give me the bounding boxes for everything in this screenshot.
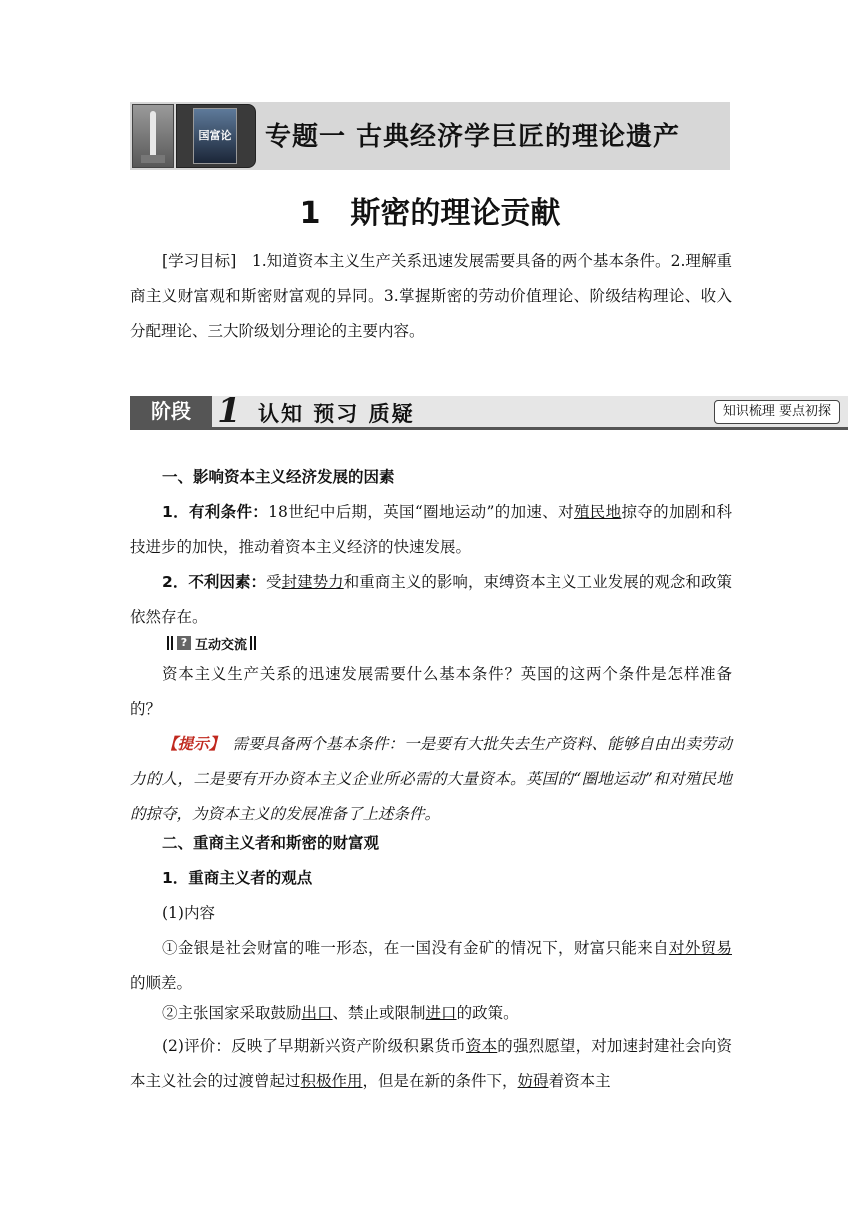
section1-heading: 一、影响资本主义经济发展的因素: [162, 468, 395, 486]
section2-heading: 二、重商主义者和斯密的财富观: [162, 834, 380, 852]
learning-objectives: [130, 244, 732, 349]
interaction-label: ? 互动交流: [166, 634, 257, 652]
book-cover-title: 国富论: [198, 129, 232, 142]
point-2: ②主张国家采取鼓励出口、禁止或限制进口的政策。: [162, 1004, 519, 1022]
section1-item2: 2．不利因素：受封建势力和重商主义的影响，束缚资本主义工业发展的观念和政策依然存在。: [130, 573, 732, 626]
objectives-text: 1.知道资本主义生产关系迅速发展需要具备的两个基本条件。2.理解重商主义财富观和斯密财富观的异同。3.掌握斯密的劳动价值理论、阶级结构理论、收入分配理论、三大阶级划分理论的主要内容。: [130, 252, 732, 340]
question-icon: ?: [177, 636, 191, 650]
stage-title: 认知 预习 质疑: [258, 401, 415, 426]
answer-blank: 殖民地: [573, 503, 622, 521]
point-1: ①金银是社会财富的唯一形态，在一国没有金矿的情况下，财富只能来自对外贸易的顺差。: [130, 939, 732, 992]
book-cover-icon: [193, 108, 237, 164]
section2-sub1: 1．重商主义者的观点: [162, 869, 313, 887]
stage-tag: 知识梳理 要点初探: [714, 400, 840, 424]
interaction-hint: [130, 727, 732, 832]
lesson-title: 1 斯密的理论贡献: [299, 196, 561, 231]
answer-blank: 资本: [465, 1037, 498, 1055]
answer-blank: 封建势力: [281, 573, 344, 591]
answer-blank: 进口: [425, 1004, 457, 1022]
stage-label: 阶段: [130, 396, 212, 427]
content-label: (1)内容: [162, 904, 215, 922]
interaction-question: 资本主义生产关系的迅速发展需要什么基本条件？英国的这两个条件是怎样准备的？: [130, 665, 732, 718]
evaluation: (2)评价：反映了早期新兴资产阶级积累货币资本的强烈愿望，对加速封建社会向资本主义社会的过渡曾起过积极作用，但是在新的条件下，妨碍着资本主: [130, 1037, 732, 1090]
hint-text: 需要具备两个基本条件：一是要有大批失去生产资料、能够自由出卖劳动力的人，二是要有开办资本主义企业所必需的大量资本。英国的“圈地运动”和对殖民地的掠夺，为资本主义的发展准备了上述条件。: [130, 735, 732, 823]
answer-blank: 积极作用: [300, 1072, 363, 1090]
hint-label: 【提示】: [162, 735, 217, 753]
rocket-thumbnail: [132, 104, 174, 168]
stage-number: 1: [217, 391, 241, 431]
book-thumbnail: [176, 104, 256, 168]
answer-blank: 妨碍: [517, 1072, 549, 1090]
topic-title: 专题一 古典经济学巨匠的理论遗产: [265, 122, 681, 152]
answer-blank: 出口: [301, 1004, 333, 1022]
section1-item1: 1．有利条件：18世纪中后期，英国“圈地运动”的加速、对殖民地掠夺的加剧和科技进步的加快，推动着资本主义经济的快速发展。: [130, 503, 732, 556]
answer-blank: 对外贸易: [668, 939, 732, 957]
stage-header: [130, 391, 848, 431]
rocket-icon: [150, 111, 156, 157]
objectives-label: [学习目标]: [162, 252, 237, 270]
